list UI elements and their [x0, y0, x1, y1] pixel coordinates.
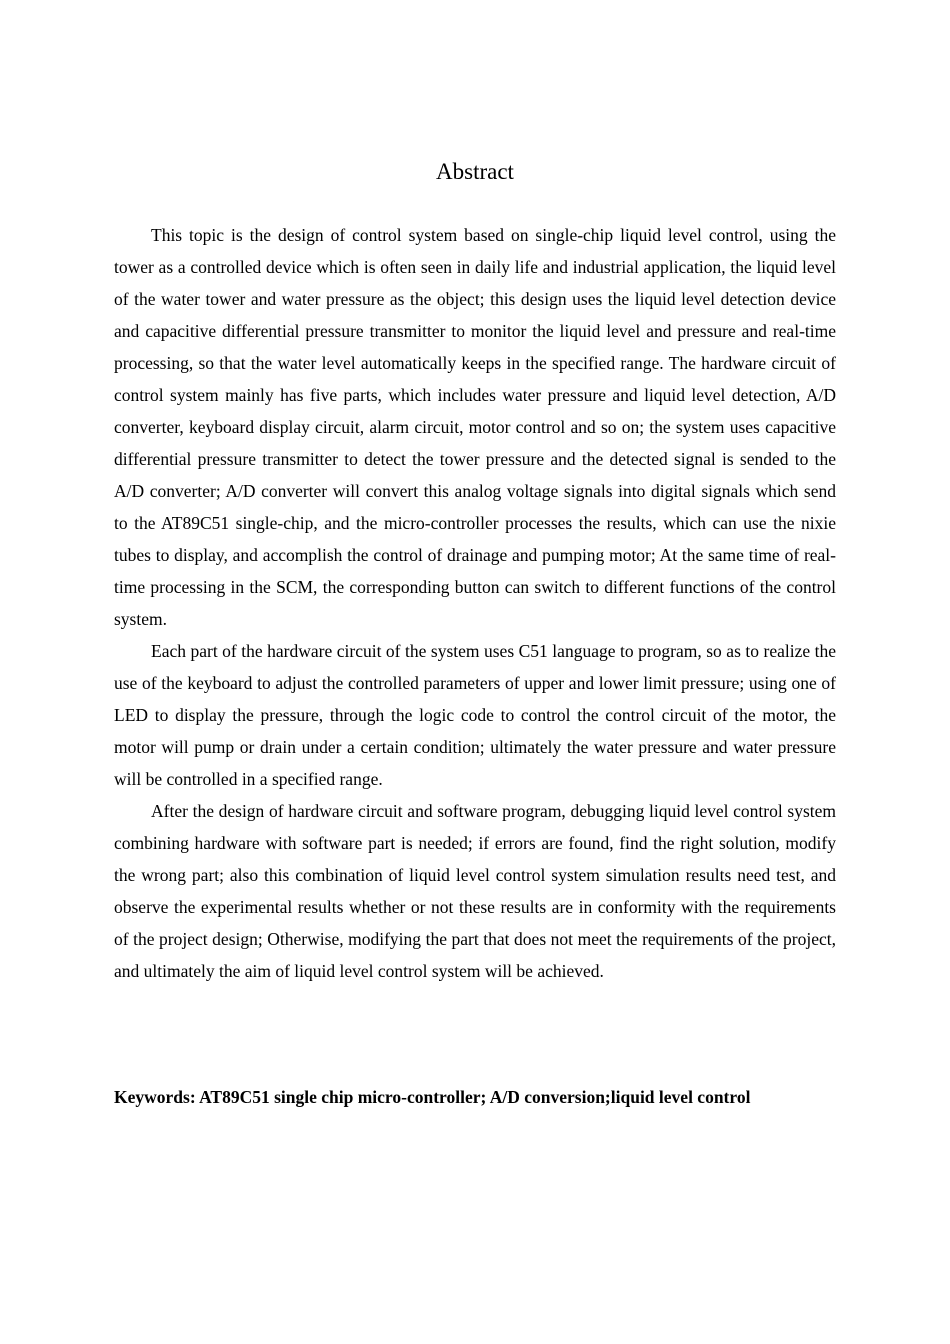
abstract-body [114, 219, 836, 987]
abstract-paragraph-2: Each part of the hardware circuit of the system uses C51 language to program, so as to realize the use of the keyboard to adjust the controlled parameters of upper and lower limit pressure; using one of LED to display the pressure, through the logic code to control the control circuit of the motor, the motor will pump or drain under a certain condition; ultimately the water pressure and water pressure will be controlled in a specified range. [114, 641, 836, 789]
abstract-paragraph-1: This topic is the design of control system based on single-chip liquid level control, using the tower as a controlled device which is often seen in daily life and industrial application, the liquid level of the water tower and water pressure as the object; this design uses the liquid level detection device and capacitive differential pressure transmitter to monitor the liquid level and pressure and real-time processing, so that the water level automatically keeps in the specified range. The hardware circuit of control system mainly has five parts, which includes water pressure and liquid level detection, A/D converter, keyboard display circuit, alarm circuit, motor control and so on; the system uses capacitive differential pressure transmitter to detect the tower pressure and the detected signal is sended to the A/D converter; A/D converter will convert this analog voltage signals into digital signals which send to the AT89C51 single-chip, and the micro-controller processes the results, which can use the nixie tubes to display, and accomplish the control of drainage and pumping motor; At the same time of real-time processing in the SCM, the corresponding button can switch to different functions of the control system. [114, 225, 836, 629]
abstract-paragraph-3: After the design of hardware circuit and software program, debugging liquid level control system combining hardware with software part is needed; if errors are found, find the right solution, modify the wrong part; also this combination of liquid level control system simulation results need test, and observe the experimental results whether or not these results are in conformity with the requirements of the project design; Otherwise, modifying the part that does not meet the requirements of the project, and ultimately the aim of liquid level control system will be achieved. [114, 801, 836, 981]
abstract-title: Abstract [436, 159, 514, 184]
keywords-line: Keywords: AT89C51 single chip micro-controller; A/D conversion;liquid level control [114, 1087, 751, 1107]
